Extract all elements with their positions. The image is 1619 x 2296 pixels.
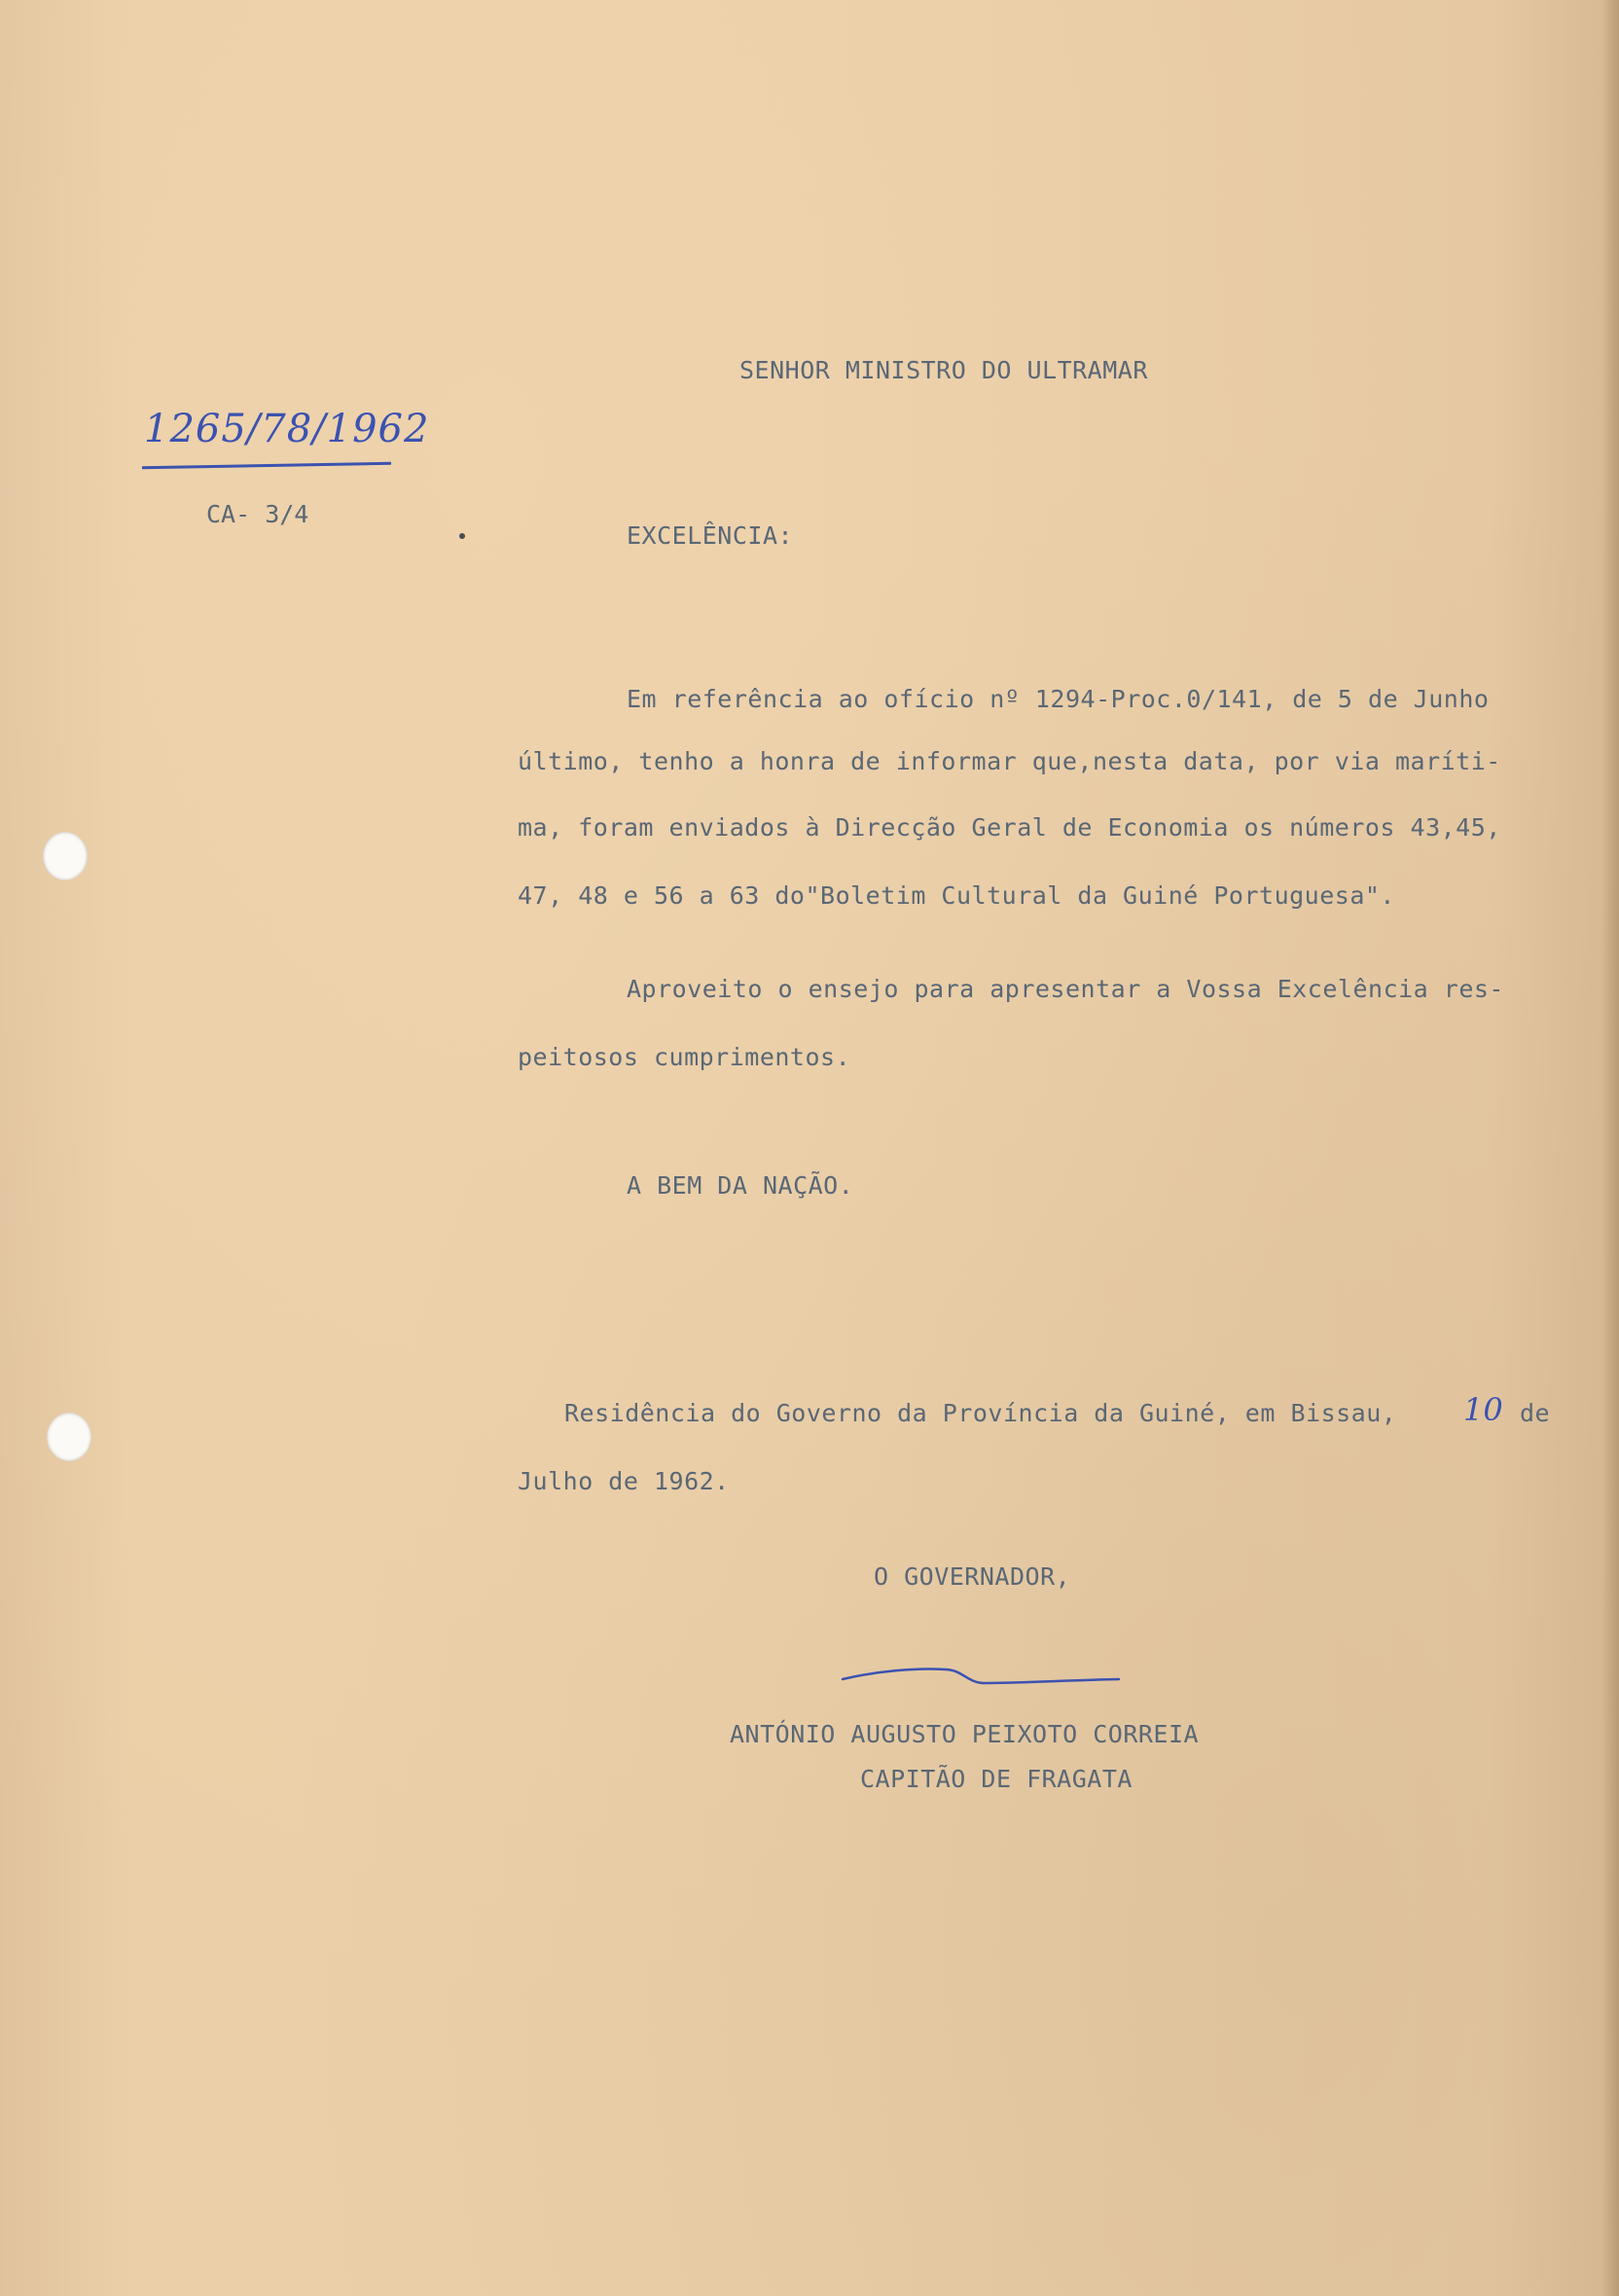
signature-stroke (837, 1654, 1129, 1693)
paragraph-1-line-4: 47, 48 e 56 a 63 do"Boletim Cultural da Guiné Portuguesa". (518, 881, 1395, 910)
reference-underline (142, 462, 391, 469)
signatory-rank: CAPITÃO DE FRAGATA (860, 1765, 1133, 1793)
reference-code: CA- 3/4 (206, 500, 309, 528)
place-line-2: Julho de 1962. (518, 1467, 730, 1495)
paragraph-1-line-3: ma, foram enviados à Direcção Geral de Economia os números 43,45, (518, 813, 1501, 842)
place-line-1-text: Residência do Governo da Província da Guiné, em Bissau, (564, 1399, 1397, 1427)
closing-formula: A BEM DA NAÇÃO. (627, 1171, 854, 1200)
punch-hole-top (43, 832, 88, 880)
place-line-1 (564, 1399, 1396, 1427)
paragraph-1-line-1: Em referência ao ofício nº 1294-Proc.0/141, de 5 de Junho (627, 685, 1490, 713)
addressee: SENHOR MINISTRO DO ULTRAMAR (739, 356, 1148, 384)
signatory-name: ANTÓNIO AUGUSTO PEIXOTO CORREIA (730, 1720, 1200, 1748)
punch-hole-bottom (47, 1413, 91, 1461)
handwritten-reference-number: 1265/78/1962 (144, 407, 430, 451)
salutation: EXCELÊNCIA: (627, 521, 794, 550)
paragraph-2-line-2: peitosos cumprimentos. (518, 1043, 851, 1071)
ink-dot (459, 533, 465, 539)
paragraph-2-line-1: Aproveito o ensejo para apresentar a Vossa Excelência res- (627, 975, 1504, 1003)
place-line-1-end: de (1520, 1399, 1551, 1427)
sign-title: O GOVERNADOR, (874, 1562, 1071, 1591)
page-edge-shadow (1601, 0, 1619, 2296)
paragraph-1-line-2: último, tenho a honra de informar que,nesta data, por via maríti- (518, 747, 1501, 775)
handwritten-day: 10 (1463, 1391, 1503, 1428)
